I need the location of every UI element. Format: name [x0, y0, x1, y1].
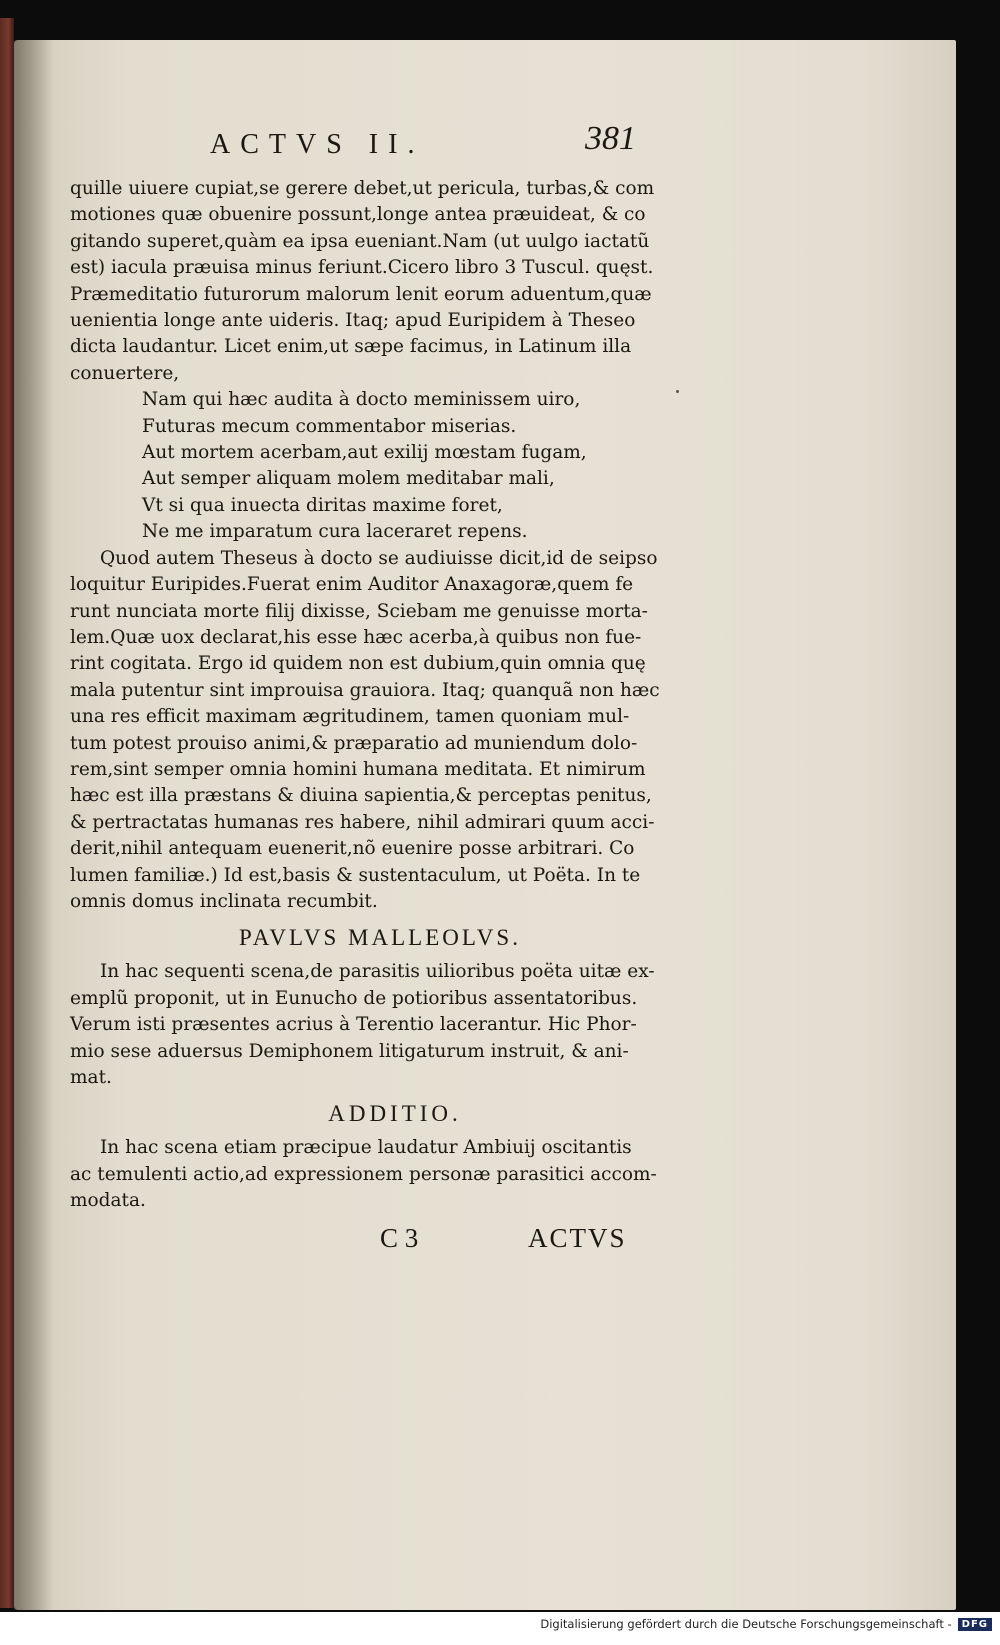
text-line: mat.: [70, 1067, 112, 1088]
text-line: Præmeditatio futurorum malorum lenit eorum aduentum,quæ: [70, 283, 652, 305]
verse-line: Ne me imparatum cura laceraret repens.: [142, 521, 528, 543]
running-head: ACTVS II.: [210, 129, 425, 160]
text-line: omnis domus inclinata recumbit.: [70, 890, 378, 912]
page-text: [70, 120, 690, 1267]
gutter-shadow: [14, 40, 54, 1610]
section-heading-paulus-malleolus: PAVLVS MALLEOLVS.: [239, 925, 521, 951]
text-line: una res efficit maximam ægritudinem, tamen quoniam mul-: [70, 706, 630, 728]
text-line: In hac sequenti scena,de parasitis uilioribus poëta uitæ ex-: [100, 961, 655, 983]
text-line: Quod autem Theseus à docto se audiuisse dicit,id de seipso: [100, 547, 658, 569]
credit-text: Digitalisierung gefördert durch die Deutsche Forschungsgemeinschaft -: [540, 1617, 952, 1631]
text-line: gitando superet,quàm ea ipsa eueniant.Nam (ut uulgo iactatũ: [70, 230, 650, 252]
paragraph-commentary-2: [70, 546, 690, 916]
text-line: conuertere,: [70, 362, 180, 384]
text-line: mio sese aduersus Demiphonem litigaturum instruit, & ani-: [70, 1040, 629, 1062]
text-line: loquitur Euripides.Fuerat enim Auditor Anaxagoræ,quem fe: [70, 574, 634, 596]
section-heading-additio: ADDITIO.: [328, 1101, 462, 1127]
verse-line: Futuras mecum commentabor miserias.: [142, 415, 517, 437]
paragraph-commentary-1: [70, 176, 690, 387]
text-line: uenientia longe ante uideris. Itaq; apud Euripidem à Theseo: [70, 310, 636, 332]
text-line: motiones quæ obuenire possunt,longe antea præuideat, & co: [70, 204, 646, 226]
paragraph-commentary-4: [70, 1135, 690, 1214]
text-line: quille uiuere cupiat,se gerere debet,ut pericula, turbas,& com: [70, 178, 655, 199]
text-line: Verum isti præsentes acrius à Terentio lacerantur. Hic Phor-: [70, 1014, 637, 1036]
verse-line: Nam qui hæc audita à docto meminissem uiro,: [142, 389, 581, 411]
page-footer: [70, 1221, 690, 1267]
verse-line: Vt si qua inuecta diritas maxime foret,: [142, 494, 503, 516]
text-line: In hac scena etiam præcipue laudatur Ambiuij oscitantis: [100, 1137, 632, 1159]
catchword: ACTVS: [528, 1222, 627, 1253]
text-line: runt nunciata morte filij dixisse, Sciebam me genuisse morta-: [70, 600, 648, 622]
text-line: est) iacula præuisa minus feriunt.Cicero libro 3 Tuscul. quęst.: [70, 257, 654, 279]
verse-line: Aut mortem acerbam,aut exilij mœstam fugam,: [142, 442, 587, 464]
book-cover-edge: [0, 18, 14, 1608]
funding-credit: [540, 1617, 992, 1631]
verse-line: Aut semper aliquam molem meditabar mali,: [142, 468, 555, 490]
page-header: [70, 120, 690, 176]
text-line: lem.Quæ uox declarat,his esse hæc acerba,à quibus non fue-: [70, 626, 642, 648]
dfg-logo: DFG: [958, 1618, 992, 1631]
verse-quotation: [70, 387, 690, 545]
text-line: rem,sint semper omnia homini humana meditata. Et nimirum: [70, 758, 646, 780]
paragraph-commentary-3: [70, 959, 690, 1091]
text-line: tum potest prouiso animi,& præparatio ad muniendum dolo-: [70, 732, 638, 754]
text-line: dicta laudantur. Licet enim,ut sæpe facimus, in Latinum illa: [70, 336, 632, 358]
text-line: derit,nihil antequam euenerit,nõ euenire posse arbitrari. Co: [70, 838, 635, 860]
text-line: ac temulenti actio,ad expressionem personæ parasitici accom-: [70, 1163, 657, 1185]
signature-mark: C 3: [380, 1222, 419, 1253]
page-number: 381: [585, 120, 636, 157]
text-line: modata.: [70, 1190, 146, 1212]
text-line: rint cogitata. Ergo id quidem non est dubium,quin omnia quę: [70, 653, 646, 675]
text-line: emplũ proponit, ut in Eunucho de potioribus assentatoribus.: [70, 987, 638, 1009]
text-line: lumen familiæ.) Id est,basis & sustentaculum, ut Poëta. In te: [70, 864, 641, 886]
text-line: & pertractatas humanas res habere, nihil admirari quum acci-: [70, 811, 655, 833]
text-line: mala putentur sint improuisa grauiora. Itaq; quanquã non hæc: [70, 679, 660, 701]
text-line: hæc est illa præstans & diuina sapientia,& perceptas penitus,: [70, 785, 652, 807]
